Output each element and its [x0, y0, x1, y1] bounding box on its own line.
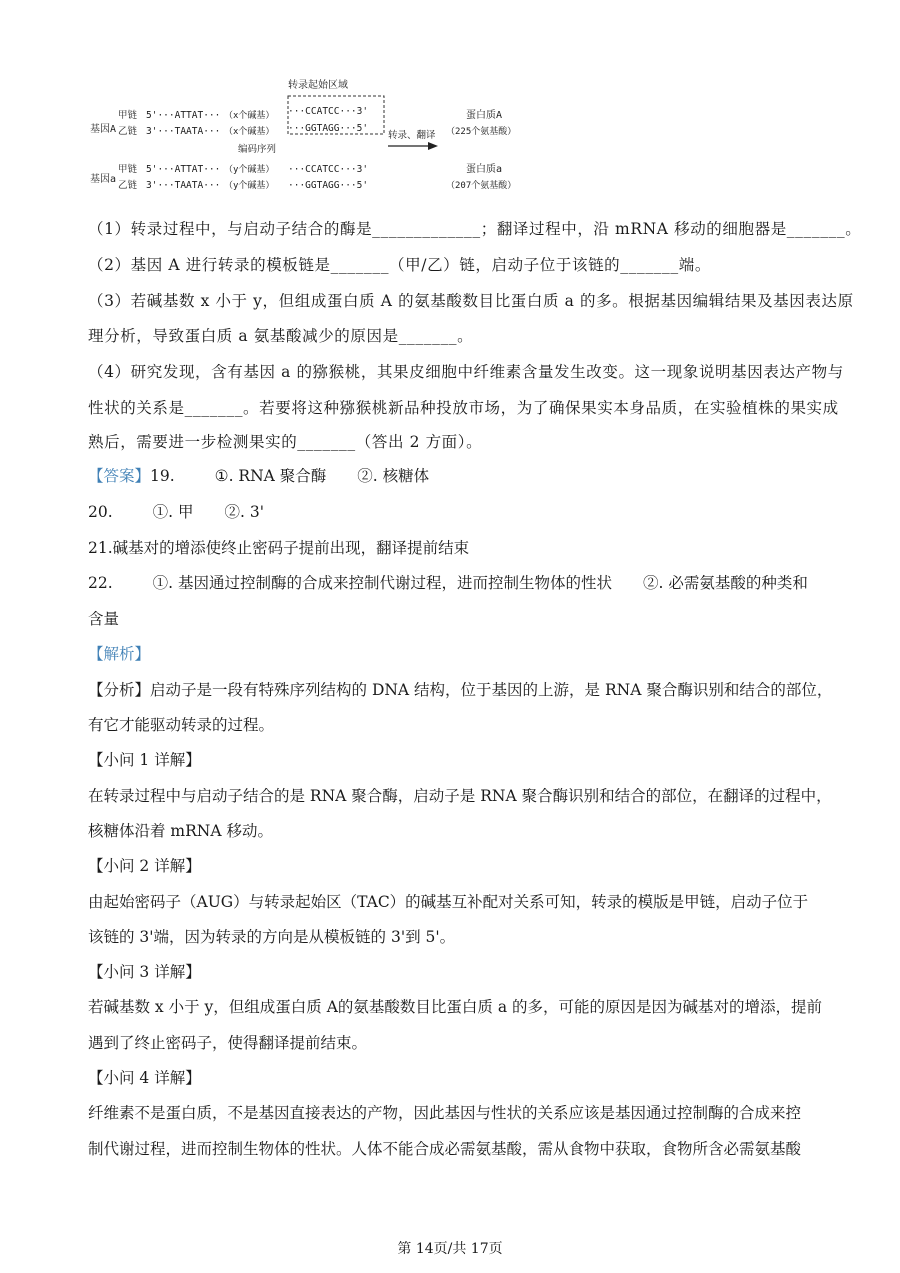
analysis-tag: 【解析】 [88, 645, 151, 663]
process-label: 转录、翻译 [388, 130, 436, 141]
gene-diagram [88, 74, 538, 202]
answer-text: ①. RNA 聚合酶 ②. 核糖体 [214, 467, 430, 485]
answer-text: ①. 甲 ②. 3' [152, 503, 264, 521]
page-footer: 第 14页/共 17页 [397, 1241, 503, 1257]
answer-22-cont [88, 609, 119, 629]
genea-bottom-seq: 3'···TAATA··· [146, 180, 221, 191]
protein-a-label: 蛋白质a [466, 164, 503, 175]
answer-num: 20. [88, 503, 113, 521]
answer-num: 19. [150, 467, 175, 485]
geneA-top-seq: 5'···ATTAT··· [146, 110, 221, 121]
q1-text-1: 在转录过程中与启动子结合的是 RNA 聚合酶，启动子是 RNA 聚合酶识别和结合的部位，在翻译的过程中， [88, 787, 832, 805]
question-3-line-2: 理分析，导致蛋白质 a 氨基酸减少的原因是_______。 [88, 327, 474, 345]
q2-text-2: 该链的 3'端，因为转录的方向是从模板链的 3'到 5'。 [88, 928, 456, 946]
q2-text-1: 由起始密码子（AUG）与转录起始区（TAC）的碱基互补配对关系可知，转录的模版是甲链，启动子位于 [88, 893, 809, 911]
answer-text: 碱基对的增添使终止密码子提前出现，翻译提前结束 [112, 539, 470, 557]
start-region-top-2: ···CCATCC···3' [288, 164, 369, 175]
q3-text-2: 遇到了终止密码子，使得翻译提前结束。 [88, 1034, 368, 1052]
analysis-fenxi [88, 680, 832, 700]
answer-tag: 【答案】 [88, 467, 151, 485]
analysis-fenxi-2: 有它才能驱动转录的过程。 [88, 716, 275, 734]
answer-text: 含量 [88, 610, 120, 628]
answer-21 [88, 538, 469, 558]
y-bases-top: （y个碱基） [224, 165, 275, 175]
protein-A-label: 蛋白质A [466, 110, 503, 121]
gene-a-label: 基因a [90, 174, 117, 185]
q1-text-2: 核糖体沿着 mRNA 移动。 [88, 822, 273, 840]
q1-heading: 【小问 1 详解】 [88, 751, 201, 769]
fenxi-text: 启动子是一段有特殊序列结构的 DNA 结构，位于基因的上游，是 RNA 聚合酶识别和结合的部位， [150, 681, 833, 699]
gene-A-label: 基因A [90, 124, 117, 135]
q4-heading: 【小问 4 详解】 [88, 1069, 201, 1087]
start-region-bottom-2: ···GGTAGG···5' [288, 180, 369, 191]
x-bases-bottom: （x个碱基） [224, 127, 275, 137]
start-region-bottom: ···GGTAGG···5' [288, 123, 369, 134]
answer-19 [88, 466, 429, 486]
question-3-line-1: （3）若碱基数 x 小于 y，但组成蛋白质 A 的氨基酸数目比蛋白质 a 的多。根据基因编辑结果及基因表达原 [88, 292, 854, 310]
question-4-line-3: 熟后，需要进一步检测果实的_______（答出 2 方面）。 [88, 433, 483, 451]
coding-seq-label: 编码序列 [238, 144, 277, 155]
x-bases-top: （x个碱基） [224, 111, 275, 121]
chain-jia-label-2: 甲链 [118, 164, 138, 175]
chain-yi-label: 乙链 [118, 126, 138, 137]
answer-text: ①. 基因通过控制酶的合成来控制代谢过程，进而控制生物体的性状 ②. 必需氨基酸的种类和 [152, 574, 808, 592]
question-1: （1）转录过程中，与启动子结合的酶是_____________；翻译过程中，沿 mRNA 移动的细胞器是_______。 [88, 220, 862, 238]
question-2: （2）基因 A 进行转录的模板链是_______（甲/乙）链，启动子位于该链的_______端。 [88, 256, 711, 274]
y-bases-bottom: （y个碱基） [224, 181, 275, 191]
q3-heading: 【小问 3 详解】 [88, 963, 201, 981]
genea-top-seq: 5'···ATTAT··· [146, 164, 221, 175]
q4-text-1: 纤维素不是蛋白质，不是基因直接表达的产物，因此基因与性状的关系应该是基因通过控制酶的合成来控 [88, 1104, 802, 1122]
q3-text-1: 若碱基数 x 小于 y，但组成蛋白质 A的氨基酸数目比蛋白质 a 的多，可能的原因是因为碱基对的增添，提前 [88, 998, 822, 1016]
protein-a-aa: （207个氨基酸） [446, 181, 517, 191]
answer-num: 22. [88, 574, 113, 592]
chain-jia-label: 甲链 [118, 110, 138, 121]
protein-A-aa: （225个氨基酸） [446, 127, 517, 137]
fenxi-label: 【分析】 [88, 681, 151, 699]
q2-heading: 【小问 2 详解】 [88, 857, 201, 875]
chain-yi-label-2: 乙链 [118, 180, 138, 191]
question-4-line-2: 性状的关系是_______。若要将这种猕猴桃新品种投放市场，为了确保果实本身品质，在实验植株的果实成 [88, 399, 839, 417]
region-title: 转录起始区域 [288, 80, 348, 91]
answer-22 [88, 573, 808, 593]
start-region-top: ···CCATCC···3' [288, 106, 369, 117]
geneA-bottom-seq: 3'···TAATA··· [146, 126, 221, 137]
question-4-line-1: （4）研究发现，含有基因 a 的猕猴桃，其果皮细胞中纤维素含量发生改变。这一现象说明基因表达产物与 [88, 363, 844, 381]
answer-20 [88, 502, 264, 522]
q4-text-2: 制代谢过程，进而控制生物体的性状。人体不能合成必需氨基酸，需从食物中获取，食物所含必需氨基酸 [88, 1140, 802, 1158]
answer-num: 21. [88, 539, 113, 557]
